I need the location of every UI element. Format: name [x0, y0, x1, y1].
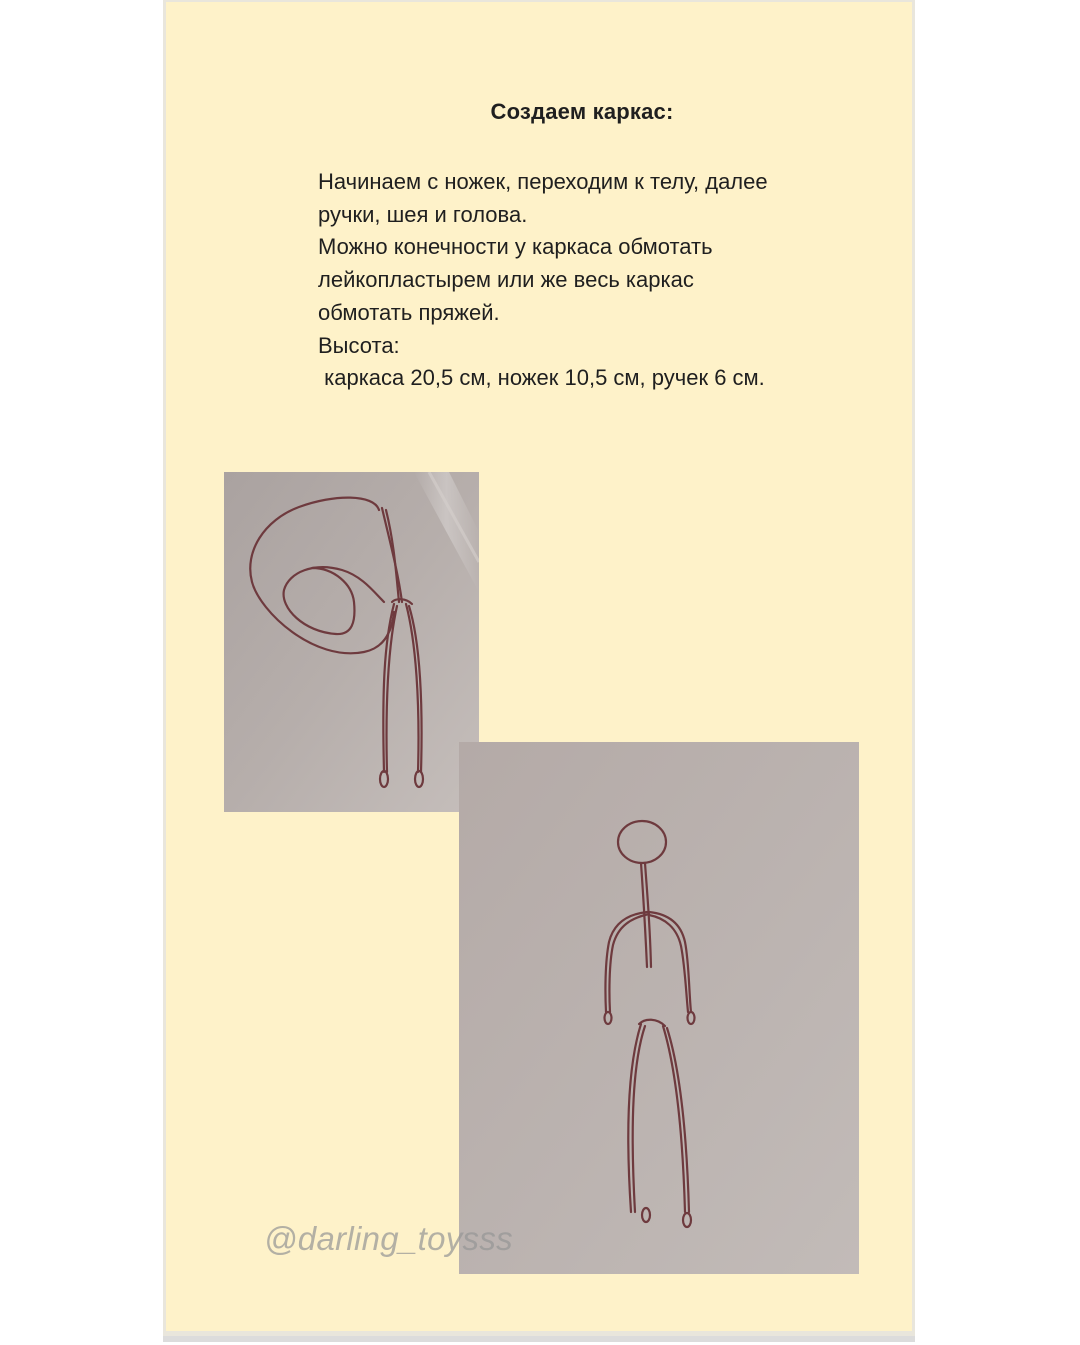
instruction-line: Начинаем с ножек, переходим к телу, далее: [318, 169, 768, 194]
instruction-line: ручки, шея и голова.: [318, 201, 528, 227]
finished-wire-doll-frame-photo: [459, 742, 859, 1274]
page-title: Создаем каркас:: [490, 99, 674, 124]
wire-frame-with-loose-wire-photo: [224, 472, 479, 812]
doll-frame-photo-image: [459, 742, 859, 1274]
instruction-line: лейкопластырем или же весь каркас: [318, 267, 694, 293]
page-divider: [163, 1336, 915, 1342]
instruction-line: каркаса 20,5 см, ножек 10,5 см, ручек 6 см.: [318, 365, 765, 391]
instruction-line: обмотать пряжей.: [318, 299, 500, 325]
wire-frame-photo-image: [224, 472, 479, 812]
watermark: @darling_toysss: [264, 1220, 513, 1257]
instructions-text: [318, 166, 878, 395]
instruction-line: Можно конечности у каркаса обмотать: [318, 234, 713, 260]
instruction-line: Высота:: [318, 332, 400, 358]
